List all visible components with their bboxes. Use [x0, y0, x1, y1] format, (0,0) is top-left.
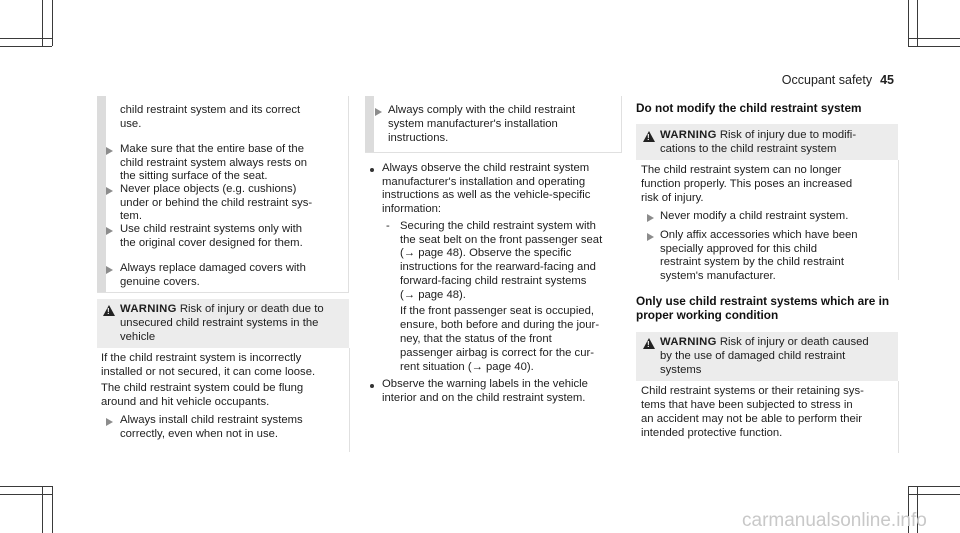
text-line: child restraint system and its correct	[120, 104, 301, 116]
text-line: tems that have been subjected to stress in	[641, 399, 853, 411]
bullet-arrow-icon	[106, 418, 113, 426]
text-line: information:	[382, 203, 442, 215]
text-line: manufacturer's installation and operating	[382, 176, 586, 188]
box-bar	[97, 96, 106, 292]
text-line: an accident may not be able to perform their	[641, 413, 863, 425]
text-line: the sitting surface of the seat.	[120, 170, 268, 182]
text-line: around and hit vehicle occupants.	[101, 396, 270, 408]
text-line: Never place objects (e.g. cushions)	[120, 183, 297, 195]
crop-mark	[0, 494, 52, 495]
text-line: ensure, both before and during the jour-	[400, 319, 600, 331]
crop-mark	[52, 486, 53, 533]
crop-mark	[908, 38, 960, 39]
text-line: specially approved for this child	[660, 243, 817, 255]
text-line: forward-facing child restraint systems	[400, 275, 587, 287]
bullet-arrow-icon	[106, 187, 113, 195]
bullet-dot	[370, 384, 374, 388]
text-line: Use child restraint systems only with	[120, 223, 303, 235]
text-line: system's manufacturer.	[660, 270, 776, 282]
text-line: risk of injury.	[641, 192, 704, 204]
text-line: systems	[660, 364, 702, 376]
text-line: system manufacturer's installation	[388, 118, 558, 130]
text-line: ney, that the status of the front	[400, 333, 552, 345]
warning-triangle-icon	[643, 338, 655, 349]
text-line: the seat belt on the front passenger seat	[400, 234, 603, 246]
section-title: Occupant safety	[781, 73, 873, 87]
crop-mark	[908, 486, 960, 487]
bullet-arrow-icon	[106, 147, 113, 155]
section-heading: Do not modify the child restraint system	[636, 101, 862, 115]
warning-triangle-icon	[103, 305, 115, 316]
text-line: instructions.	[388, 132, 449, 144]
crop-mark	[42, 0, 43, 46]
box-bar	[365, 96, 374, 152]
crop-mark	[0, 486, 52, 487]
text-line: (→ page 48).	[400, 289, 466, 301]
bullet-arrow-icon	[106, 266, 113, 274]
text-line: the original cover designed for them.	[120, 237, 303, 249]
text-line: Never modify a child restraint system.	[660, 210, 849, 222]
text-line: child restraint system always rests on	[120, 157, 308, 169]
text-line: Make sure that the entire base of the	[120, 143, 304, 155]
warning-title: WARNING Risk of injury or death due to	[120, 303, 324, 315]
dash-marker: -	[386, 220, 390, 232]
text-line: cations to the child restraint system	[660, 143, 837, 155]
warning-title: WARNING Risk of injury due to modifi-	[660, 129, 857, 141]
text-line: instructions as well as the vehicle-specific	[382, 189, 591, 201]
crop-mark	[917, 0, 918, 46]
text-line: intended protective function.	[641, 427, 783, 439]
warning-triangle-icon	[643, 131, 655, 142]
text-line: Only affix accessories which have been	[660, 229, 858, 241]
text-line: restraint system by the child restraint	[660, 256, 844, 268]
bullet-arrow-icon	[647, 214, 654, 222]
bullet-arrow-icon	[375, 108, 382, 116]
text-line: passenger airbag is correct for the cur-	[400, 347, 595, 359]
text-line: Always comply with the child restraint	[388, 104, 576, 116]
text-line: vehicle	[120, 331, 156, 343]
crop-mark	[908, 494, 960, 495]
text-line: instructions for the rearward-facing and	[400, 261, 596, 273]
bullet-dot	[370, 168, 374, 172]
text-line: Observe the warning labels in the vehicle	[382, 378, 588, 390]
warning-title: WARNING Risk of injury or death caused	[660, 336, 869, 348]
crop-mark	[52, 0, 53, 46]
text-line: The child restraint system can no longer	[641, 164, 842, 176]
text-line: Child restraint systems or their retaining sys-	[641, 385, 864, 397]
page-number: 45	[880, 73, 894, 87]
text-line: installed or not secured, it can come loose.	[101, 366, 316, 378]
text-line: use.	[120, 118, 142, 130]
bullet-arrow-icon	[106, 227, 113, 235]
text-line: rent situation (→ page 40).	[400, 361, 534, 373]
text-line: interior and on the child restraint system.	[382, 392, 586, 404]
text-line: Always observe the child restraint system	[382, 162, 590, 174]
text-line: Securing the child restraint system with	[400, 220, 596, 232]
text-line: under or behind the child restraint sys-	[120, 197, 313, 209]
crop-mark	[908, 0, 909, 46]
text-line: If the front passenger seat is occupied,	[400, 305, 595, 317]
crop-mark	[0, 46, 52, 47]
text-line: unsecured child restraint systems in the	[120, 317, 319, 329]
crop-mark	[908, 46, 960, 47]
section-heading: proper working condition	[636, 308, 779, 322]
section-heading: Only use child restraint systems which are in	[636, 294, 890, 308]
text-line: The child restraint system could be flung	[101, 382, 304, 394]
crop-mark	[42, 486, 43, 533]
text-line: Always replace damaged covers with	[120, 262, 306, 274]
crop-mark	[0, 38, 52, 39]
text-line: (→ page 48). Observe the specific	[400, 247, 572, 259]
text-line: correctly, even when not in use.	[120, 428, 279, 440]
text-line: function properly. This poses an increased	[641, 178, 853, 190]
text-line: Always install child restraint systems	[120, 414, 303, 426]
bullet-arrow-icon	[647, 233, 654, 241]
text-line: tem.	[120, 210, 142, 222]
text-line: If the child restraint system is incorrectly	[101, 352, 302, 364]
watermark: carmanualsonline.info	[742, 510, 927, 531]
page-header	[782, 73, 894, 87]
text-line: by the use of damaged child restraint	[660, 350, 846, 362]
text-line: genuine covers.	[120, 276, 200, 288]
